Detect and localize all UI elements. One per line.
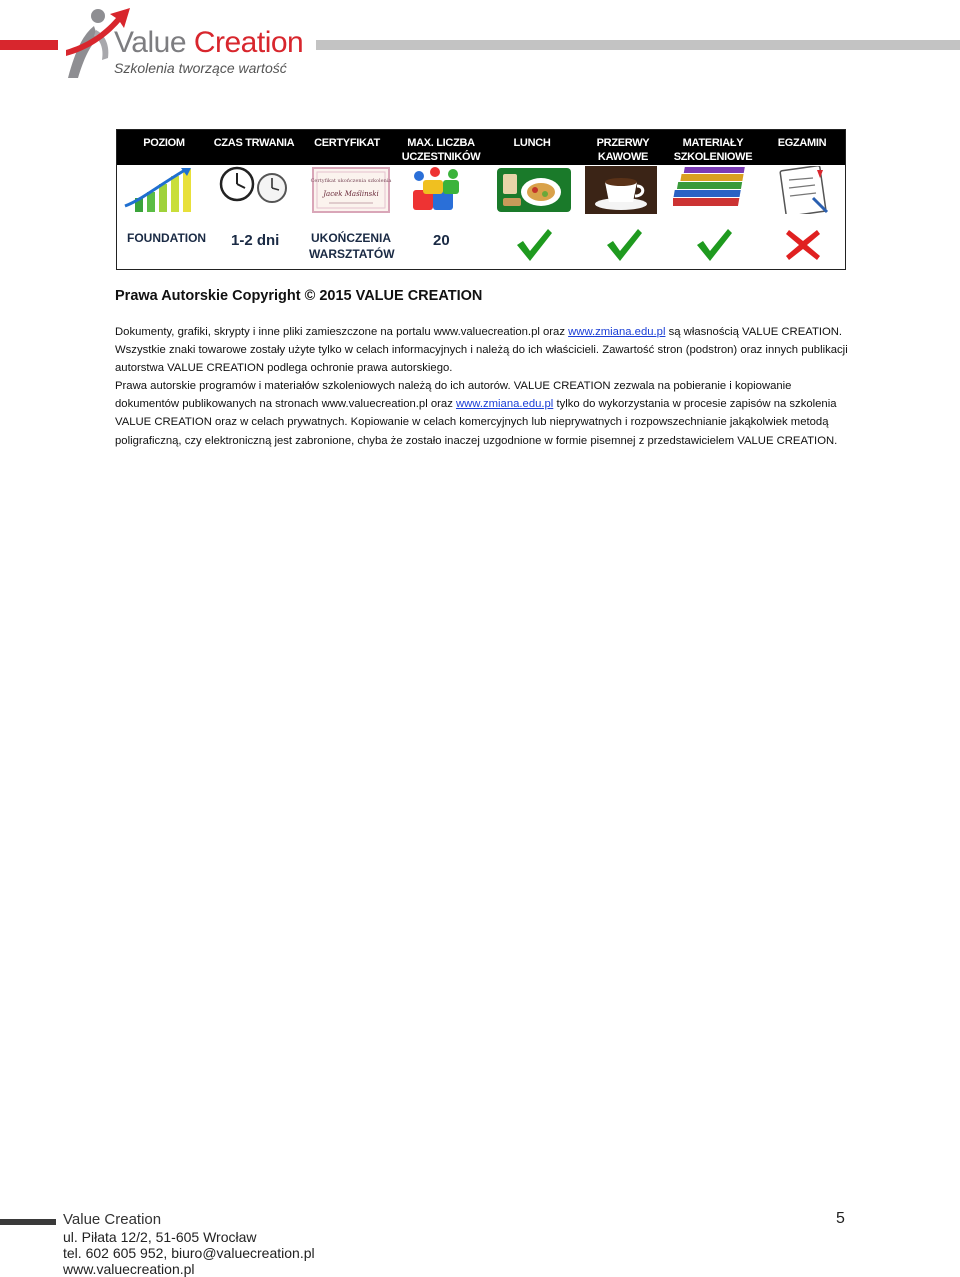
certificate-icon [309, 166, 393, 214]
level-value: FOUNDATION [127, 231, 207, 245]
growth-chart-icon [121, 166, 213, 214]
footer-company-name: Value Creation [63, 1211, 162, 1228]
header-lunch: LUNCH [513, 137, 551, 149]
footer-website: www.valuecreation.pl [63, 1261, 195, 1277]
zmiana-link-2[interactable]: www.zmiana.edu.pl [455, 398, 554, 411]
brand-name-accent: Creation [193, 26, 304, 59]
header-materials: MATERIAŁY SZKOLENIOWE [673, 137, 753, 163]
footer-address: ul. Piłata 12/2, 51-605 Wrocław [63, 1229, 257, 1245]
materials-check-icon [695, 227, 733, 263]
copyright-paragraph-1: Dokumenty, grafiki, skrypty i inne pliki zamieszczone na portalu www.valuecreation.pl oraz www.zmiana.edu.pl są własnością VALUE CREATION. Wszystkie znaki towarowe zostały użyte tylko w celach informacyjnych i należą do ich właścicieli. Zawartość stron (podstron) oraz innych publikacji autorstwa VALUE CREATION podlega ochronie prawa autorskiego. [115, 326, 848, 375]
training-info-table [116, 129, 846, 270]
footer-contact: tel. 602 605 952, biuro@valuecreation.pl [63, 1245, 315, 1261]
zmiana-link[interactable]: www.zmiana.edu.pl [568, 326, 666, 338]
footer-bar [0, 1219, 56, 1225]
duration-value: 1-2 dni [231, 232, 280, 249]
brand-tagline: Szkolenia tworzące wartość [114, 60, 287, 76]
copyright-title: Prawa Autorskie Copyright © 2015 VALUE CREATION [115, 288, 483, 304]
coffee-check-icon [605, 227, 643, 263]
coffee-cup-icon [585, 166, 657, 214]
exam-cross-icon [785, 228, 821, 262]
lunch-tray-icon [495, 166, 573, 214]
header-max-participants: MAX. LICZBA UCZESTNIKÓW [401, 137, 481, 163]
exam-document-icon [769, 166, 839, 214]
page-number: 5 [836, 1210, 845, 1227]
certificate-value: UKOŃCZENIA WARSZTATÓW [309, 231, 395, 261]
training-materials-books-icon [673, 166, 749, 214]
table-header-row [117, 130, 845, 165]
copyright-paragraph-2: Prawa autorskie programów i materiałów szkoleniowych należą do ich autorów. VALUE CREATION zezwala na pobieranie i kopiowanie dokumentów publikowanych na stronach www.valuecreation.pl oraz www.zmiana.edu.pl tylko do wykorzystania w procesie zapisów na szkolenia VALUE CREATION oraz w celach prywatnych. Kopiowanie w celach komercyjnych lub nieprywatnych i rozpowszechnianie jakąkolwiek metodą poligraficzną, czy elektroniczną jest zabronione, chyba że zostało inaczej uzgodnione w formie pisemnej z przedstawicielem VALUE CREATION. [115, 380, 838, 447]
lunch-check-icon [515, 227, 553, 263]
header-exam: EGZAMIN [777, 137, 827, 149]
max-participants-value: 20 [433, 232, 450, 249]
header-level: POZIOM [143, 137, 185, 149]
brand-name: Value Creation [114, 26, 304, 59]
header-red-bar [0, 40, 58, 50]
header-duration: CZAS TRWANIA [213, 137, 295, 149]
header-gray-bar [316, 40, 960, 50]
certificate-icon-title: Certyfikat ukończenia szkolenia [310, 178, 392, 184]
certificate-icon-name: Jacek Maślinski [323, 190, 379, 198]
header-certificate: CERTYFIKAT [314, 137, 380, 149]
participants-puzzle-icon [403, 166, 469, 214]
clocks-icon [217, 166, 291, 214]
header-coffee-breaks: PRZERWY KAWOWE [596, 137, 650, 163]
